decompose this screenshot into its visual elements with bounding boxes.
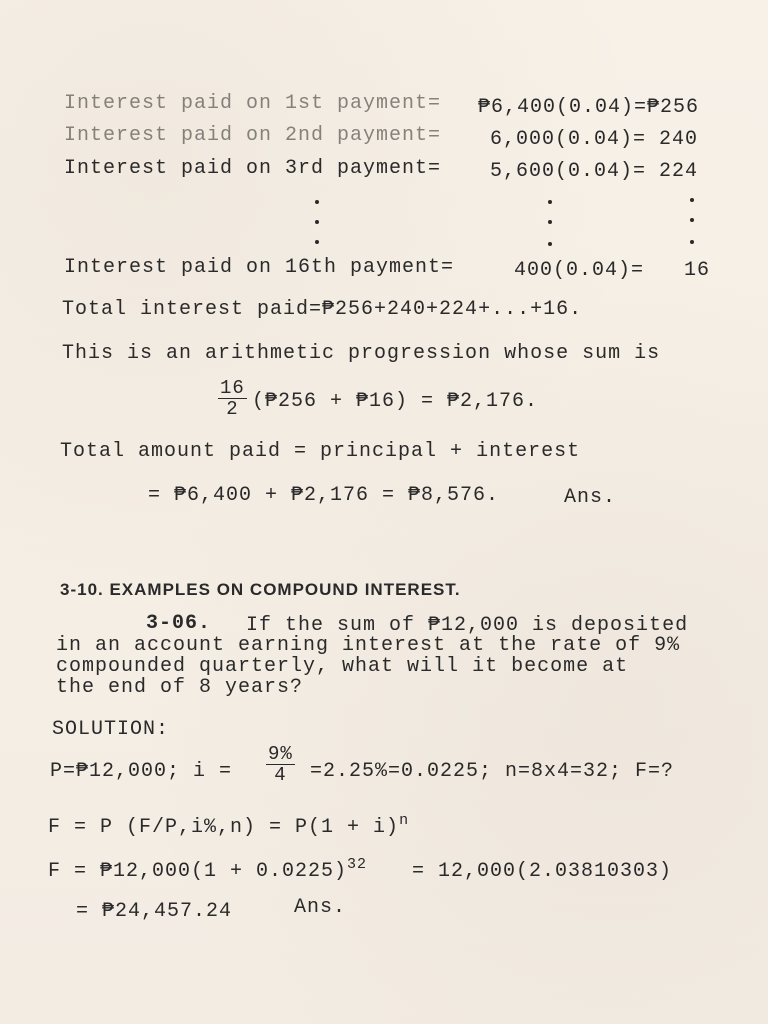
line-16-expression: 400(0.04)= xyxy=(514,259,645,282)
final-answer-label: Ans. xyxy=(294,896,347,919)
problem-line-4: the end of 8 years? xyxy=(56,676,304,699)
given-values: =2.25%=0.0225; n=8x4=32; F=? xyxy=(310,760,675,783)
line-2-label: Interest paid on 2nd payment= xyxy=(64,124,442,147)
formula-text: F = P (F/P,i%,n) = P(1 + i) xyxy=(48,816,400,839)
line-2-expression: 6,000(0.04)= 240 xyxy=(490,128,699,151)
ellipsis-dot xyxy=(690,218,694,222)
rate-fraction-numerator: 9% xyxy=(268,743,293,765)
line-3-label: Interest paid on 3rd payment= xyxy=(64,157,442,180)
ellipsis-dot xyxy=(548,242,552,246)
calculation-exponent: 32 xyxy=(347,856,368,873)
total-amount-result: = ₱6,400 + ₱2,176 = ₱8,576. xyxy=(148,484,500,507)
sum-fraction xyxy=(218,378,247,419)
total-interest-line: Total interest paid=₱256+240+224+...+16. xyxy=(62,298,583,321)
problem-number: 3-06. xyxy=(146,612,212,635)
rate-fraction xyxy=(266,744,295,785)
formula-exponent: n xyxy=(399,812,410,829)
problem-line-3: compounded quarterly, what will it become at xyxy=(56,655,629,678)
line-3-expression: 5,600(0.04)= 224 xyxy=(490,160,699,183)
arithmetic-progression-line: This is an arithmetic progression whose sum is xyxy=(62,342,661,365)
calculation-line xyxy=(48,856,368,883)
ellipsis-dot xyxy=(548,200,552,204)
ellipsis-dot xyxy=(548,220,552,224)
sum-fraction-numerator: 16 xyxy=(220,377,245,399)
problem-line-1: If the sum of ₱12,000 is deposited xyxy=(246,614,689,637)
ellipsis-dot xyxy=(315,240,319,244)
calculation-text: F = ₱12,000(1 + 0.0225) xyxy=(48,860,348,883)
sum-fraction-denominator: 2 xyxy=(226,398,239,420)
solution-label: SOLUTION: xyxy=(52,718,170,741)
ellipsis-dot xyxy=(315,200,319,204)
ellipsis-dot xyxy=(690,198,694,202)
ellipsis-dot xyxy=(315,220,319,224)
formula-line xyxy=(48,812,410,839)
rate-fraction-denominator: 4 xyxy=(274,764,287,786)
calculation-result: = 12,000(2.03810303) xyxy=(412,860,673,883)
total-amount-line: Total amount paid = principal + interest xyxy=(60,440,581,463)
total-amount-ans: Ans. xyxy=(564,486,617,509)
section-heading: 3-10. EXAMPLES ON COMPOUND INTEREST. xyxy=(60,580,461,599)
final-answer: = ₱24,457.24 xyxy=(76,900,233,923)
line-1-label: Interest paid on 1st payment= xyxy=(64,92,442,115)
line-16-value: 16 xyxy=(684,259,711,282)
ellipsis-dot xyxy=(690,240,694,244)
given-principal: P=₱12,000; i = xyxy=(50,760,233,783)
problem-line-2: in an account earning interest at the rate of 9% xyxy=(56,634,681,657)
line-16-label: Interest paid on 16th payment= xyxy=(64,256,455,279)
line-1-expression: ₱6,400(0.04)=₱256 xyxy=(478,96,700,119)
sum-expression: (₱256 + ₱16) = ₱2,176. xyxy=(252,390,539,413)
